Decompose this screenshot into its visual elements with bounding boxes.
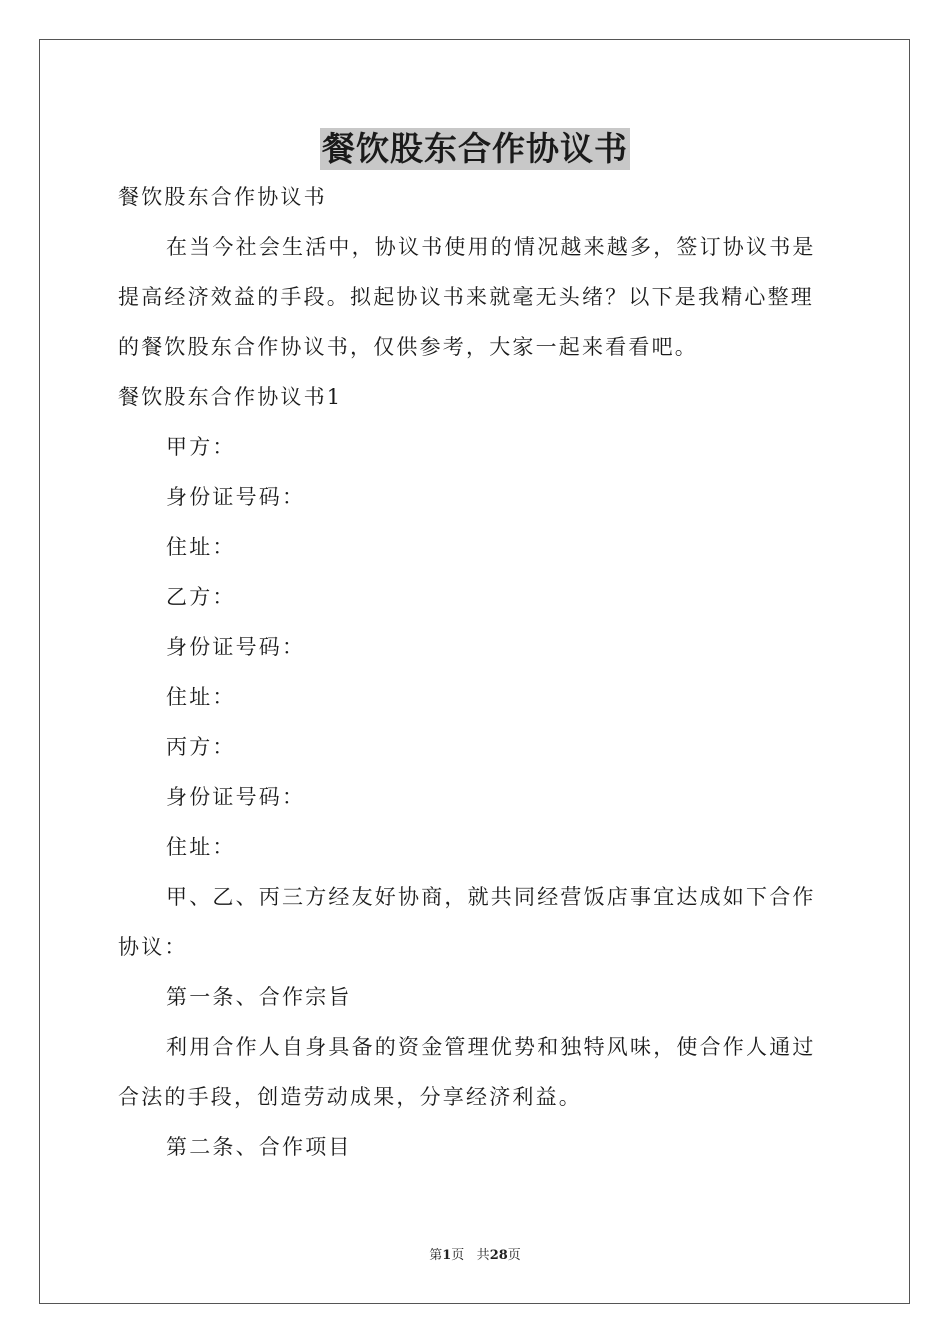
body-paragraph: 身份证号码： [166,485,306,509]
document-body [118,172,834,1172]
footer-total-suffix: 页 [507,1248,521,1263]
page-footer [0,1246,950,1266]
body-paragraph: 在当今社会生活中，协议书使用的情况越来越多，签订协议书是提高经济效益的手段。拟起协议书来就毫无头绪？以下是我精心整理的餐饮股东合作协议书，仅供参考，大家一起来看看吧。 [118,235,816,359]
document-title: 餐饮股东合作协议书 [322,129,628,168]
body-paragraph: 甲方： [166,435,236,459]
body-paragraph: 乙方： [166,585,236,609]
body-paragraph: 丙方： [166,735,236,759]
body-paragraph: 住址： [166,685,236,709]
title-container [0,128,950,170]
footer-page-suffix: 页 [451,1248,465,1263]
body-paragraph: 第一条、合作宗旨 [166,985,352,1009]
body-paragraph: 餐饮股东合作协议书 [118,185,327,209]
body-paragraph: 甲、乙、丙三方经友好协商，就共同经营饭店事宜达成如下合作协议： [118,885,816,959]
body-paragraph: 利用合作人自身具备的资金管理优势和独特风味，使合作人通过合法的手段，创造劳动成果，分享经济利益。 [118,1035,816,1109]
footer-total-prefix: 共 [476,1248,490,1263]
body-paragraph: 住址： [166,835,236,859]
footer-page-prefix: 第 [429,1248,443,1263]
body-paragraph: 餐饮股东合作协议书1 [118,385,343,409]
body-paragraph: 身份证号码： [166,635,306,659]
body-paragraph: 住址： [166,535,236,559]
body-paragraph: 第二条、合作项目 [166,1135,352,1159]
footer-total-pages: 28 [489,1248,508,1263]
footer-page-number: 1 [442,1248,452,1263]
body-paragraph: 身份证号码： [166,785,306,809]
